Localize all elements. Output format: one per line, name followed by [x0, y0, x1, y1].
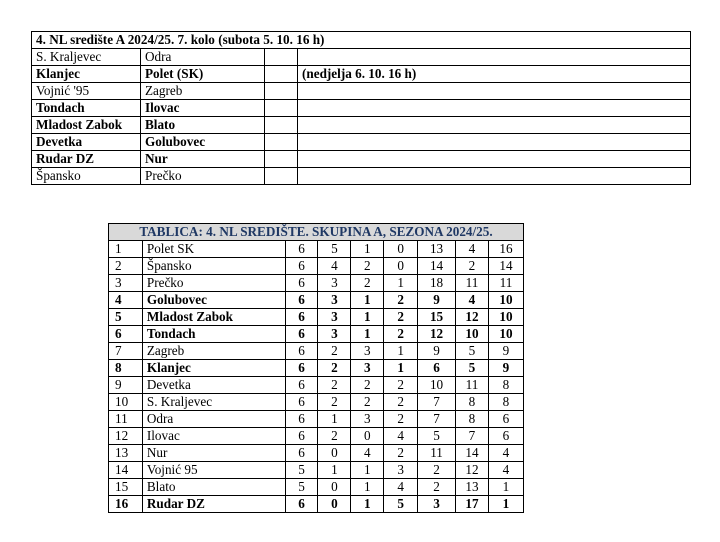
away-team: Golubovec [141, 134, 265, 151]
standings-row [109, 428, 524, 445]
points-cell: 10 [488, 326, 523, 343]
team-cell: Zagreb [142, 343, 285, 360]
played-cell: 6 [285, 343, 318, 360]
drawn-cell: 1 [351, 496, 384, 513]
match-note [298, 49, 691, 66]
position-cell: 13 [109, 445, 143, 462]
points-cell: 9 [488, 343, 523, 360]
won-cell: 3 [318, 275, 351, 292]
goals-for-cell: 2 [418, 479, 456, 496]
points-cell: 9 [488, 360, 523, 377]
away-team: Nur [141, 151, 265, 168]
match-spacer [265, 100, 298, 117]
goals-for-cell: 6 [418, 360, 456, 377]
goals-for-cell: 9 [418, 343, 456, 360]
match-note [298, 168, 691, 185]
standings-row [109, 292, 524, 309]
team-cell: Odra [142, 411, 285, 428]
team-cell: Prečko [142, 275, 285, 292]
standings-row [109, 326, 524, 343]
match-row [32, 151, 691, 168]
schedule-table [31, 31, 691, 185]
team-cell: Blato [142, 479, 285, 496]
goals-against-cell: 8 [456, 394, 489, 411]
points-cell: 4 [488, 445, 523, 462]
won-cell: 0 [318, 479, 351, 496]
standings-row [109, 479, 524, 496]
position-cell: 8 [109, 360, 143, 377]
team-cell: Vojnić 95 [142, 462, 285, 479]
match-note: (nedjelja 6. 10. 16 h) [298, 66, 691, 83]
played-cell: 6 [285, 394, 318, 411]
lost-cell: 2 [384, 292, 418, 309]
goals-for-cell: 13 [418, 241, 456, 258]
position-cell: 14 [109, 462, 143, 479]
drawn-cell: 3 [351, 343, 384, 360]
points-cell: 6 [488, 428, 523, 445]
won-cell: 1 [318, 462, 351, 479]
match-spacer [265, 49, 298, 66]
position-cell: 12 [109, 428, 143, 445]
played-cell: 6 [285, 258, 318, 275]
won-cell: 0 [318, 496, 351, 513]
goals-for-cell: 7 [418, 411, 456, 428]
drawn-cell: 3 [351, 360, 384, 377]
points-cell: 11 [488, 275, 523, 292]
match-spacer [265, 168, 298, 185]
goals-for-cell: 12 [418, 326, 456, 343]
goals-against-cell: 10 [456, 326, 489, 343]
goals-against-cell: 11 [456, 275, 489, 292]
position-cell: 9 [109, 377, 143, 394]
lost-cell: 2 [384, 326, 418, 343]
drawn-cell: 1 [351, 241, 384, 258]
won-cell: 5 [318, 241, 351, 258]
home-team: Špansko [32, 168, 141, 185]
lost-cell: 2 [384, 411, 418, 428]
match-note [298, 83, 691, 100]
played-cell: 6 [285, 360, 318, 377]
drawn-cell: 1 [351, 462, 384, 479]
position-cell: 7 [109, 343, 143, 360]
match-spacer [265, 134, 298, 151]
played-cell: 6 [285, 377, 318, 394]
position-cell: 4 [109, 292, 143, 309]
drawn-cell: 1 [351, 309, 384, 326]
match-row [32, 83, 691, 100]
points-cell: 1 [488, 479, 523, 496]
played-cell: 6 [285, 496, 318, 513]
standings-table [108, 223, 524, 513]
lost-cell: 1 [384, 360, 418, 377]
standings-row [109, 462, 524, 479]
played-cell: 5 [285, 479, 318, 496]
won-cell: 3 [318, 309, 351, 326]
points-cell: 6 [488, 411, 523, 428]
goals-for-cell: 11 [418, 445, 456, 462]
position-cell: 2 [109, 258, 143, 275]
schedule-header-row [32, 32, 691, 49]
team-cell: Špansko [142, 258, 285, 275]
won-cell: 2 [318, 394, 351, 411]
position-cell: 6 [109, 326, 143, 343]
position-cell: 15 [109, 479, 143, 496]
home-team: Vojnić '95 [32, 83, 141, 100]
standings-title: TABLICA: 4. NL SREDIŠTE. SKUPINA A, SEZONA 2024/25. [109, 224, 524, 241]
team-cell: Polet SK [142, 241, 285, 258]
won-cell: 2 [318, 343, 351, 360]
away-team: Prečko [141, 168, 265, 185]
lost-cell: 2 [384, 377, 418, 394]
position-cell: 3 [109, 275, 143, 292]
won-cell: 2 [318, 428, 351, 445]
won-cell: 3 [318, 292, 351, 309]
drawn-cell: 2 [351, 258, 384, 275]
standings-row [109, 309, 524, 326]
drawn-cell: 1 [351, 326, 384, 343]
standings-row [109, 258, 524, 275]
played-cell: 6 [285, 292, 318, 309]
goals-for-cell: 2 [418, 462, 456, 479]
standings-row [109, 445, 524, 462]
home-team: Klanjec [32, 66, 141, 83]
goals-against-cell: 17 [456, 496, 489, 513]
points-cell: 8 [488, 394, 523, 411]
points-cell: 10 [488, 309, 523, 326]
lost-cell: 1 [384, 343, 418, 360]
drawn-cell: 3 [351, 411, 384, 428]
goals-against-cell: 12 [456, 309, 489, 326]
drawn-cell: 1 [351, 292, 384, 309]
position-cell: 16 [109, 496, 143, 513]
played-cell: 6 [285, 309, 318, 326]
match-row [32, 168, 691, 185]
goals-for-cell: 18 [418, 275, 456, 292]
away-team: Odra [141, 49, 265, 66]
match-spacer [265, 117, 298, 134]
won-cell: 2 [318, 377, 351, 394]
standings-row [109, 360, 524, 377]
played-cell: 6 [285, 445, 318, 462]
team-cell: Nur [142, 445, 285, 462]
points-cell: 4 [488, 462, 523, 479]
home-team: Tondach [32, 100, 141, 117]
position-cell: 1 [109, 241, 143, 258]
standings-row [109, 496, 524, 513]
schedule-title: 4. NL središte A 2024/25. 7. kolo (subota 5. 10. 16 h) [32, 32, 691, 49]
home-team: S. Kraljevec [32, 49, 141, 66]
won-cell: 4 [318, 258, 351, 275]
team-cell: S. Kraljevec [142, 394, 285, 411]
team-cell: Devetka [142, 377, 285, 394]
goals-against-cell: 2 [456, 258, 489, 275]
position-cell: 5 [109, 309, 143, 326]
goals-against-cell: 5 [456, 360, 489, 377]
goals-against-cell: 8 [456, 411, 489, 428]
drawn-cell: 1 [351, 479, 384, 496]
goals-against-cell: 14 [456, 445, 489, 462]
match-spacer [265, 66, 298, 83]
lost-cell: 2 [384, 445, 418, 462]
home-team: Rudar DZ [32, 151, 141, 168]
away-team: Zagreb [141, 83, 265, 100]
drawn-cell: 2 [351, 377, 384, 394]
goals-for-cell: 14 [418, 258, 456, 275]
drawn-cell: 2 [351, 394, 384, 411]
points-cell: 1 [488, 496, 523, 513]
won-cell: 1 [318, 411, 351, 428]
home-team: Mladost Zabok [32, 117, 141, 134]
goals-against-cell: 12 [456, 462, 489, 479]
won-cell: 2 [318, 360, 351, 377]
away-team: Ilovac [141, 100, 265, 117]
lost-cell: 5 [384, 496, 418, 513]
match-note [298, 151, 691, 168]
match-row [32, 117, 691, 134]
drawn-cell: 0 [351, 428, 384, 445]
team-cell: Tondach [142, 326, 285, 343]
match-note [298, 134, 691, 151]
won-cell: 0 [318, 445, 351, 462]
lost-cell: 1 [384, 275, 418, 292]
won-cell: 3 [318, 326, 351, 343]
position-cell: 11 [109, 411, 143, 428]
position-cell: 10 [109, 394, 143, 411]
standings-row [109, 343, 524, 360]
goals-for-cell: 7 [418, 394, 456, 411]
goals-against-cell: 11 [456, 377, 489, 394]
team-cell: Ilovac [142, 428, 285, 445]
match-spacer [265, 83, 298, 100]
drawn-cell: 2 [351, 275, 384, 292]
away-team: Polet (SK) [141, 66, 265, 83]
team-cell: Mladost Zabok [142, 309, 285, 326]
standings-row [109, 241, 524, 258]
points-cell: 16 [488, 241, 523, 258]
goals-against-cell: 13 [456, 479, 489, 496]
away-team: Blato [141, 117, 265, 134]
drawn-cell: 4 [351, 445, 384, 462]
played-cell: 6 [285, 428, 318, 445]
points-cell: 10 [488, 292, 523, 309]
match-row [32, 134, 691, 151]
lost-cell: 0 [384, 258, 418, 275]
standings-row [109, 377, 524, 394]
match-spacer [265, 151, 298, 168]
played-cell: 5 [285, 462, 318, 479]
match-row [32, 100, 691, 117]
lost-cell: 3 [384, 462, 418, 479]
points-cell: 8 [488, 377, 523, 394]
lost-cell: 2 [384, 309, 418, 326]
goals-against-cell: 5 [456, 343, 489, 360]
match-row [32, 49, 691, 66]
lost-cell: 2 [384, 394, 418, 411]
played-cell: 6 [285, 411, 318, 428]
team-cell: Rudar DZ [142, 496, 285, 513]
standings-header-row [109, 224, 524, 241]
goals-for-cell: 10 [418, 377, 456, 394]
match-note [298, 100, 691, 117]
home-team: Devetka [32, 134, 141, 151]
team-cell: Golubovec [142, 292, 285, 309]
played-cell: 6 [285, 326, 318, 343]
played-cell: 6 [285, 275, 318, 292]
goals-against-cell: 4 [456, 292, 489, 309]
points-cell: 14 [488, 258, 523, 275]
lost-cell: 0 [384, 241, 418, 258]
match-row [32, 66, 691, 83]
standings-row [109, 394, 524, 411]
standings-row [109, 275, 524, 292]
goals-for-cell: 15 [418, 309, 456, 326]
standings-row [109, 411, 524, 428]
goals-for-cell: 9 [418, 292, 456, 309]
goals-for-cell: 5 [418, 428, 456, 445]
lost-cell: 4 [384, 479, 418, 496]
match-note [298, 117, 691, 134]
team-cell: Klanjec [142, 360, 285, 377]
goals-against-cell: 4 [456, 241, 489, 258]
goals-against-cell: 7 [456, 428, 489, 445]
goals-for-cell: 3 [418, 496, 456, 513]
lost-cell: 4 [384, 428, 418, 445]
played-cell: 6 [285, 241, 318, 258]
